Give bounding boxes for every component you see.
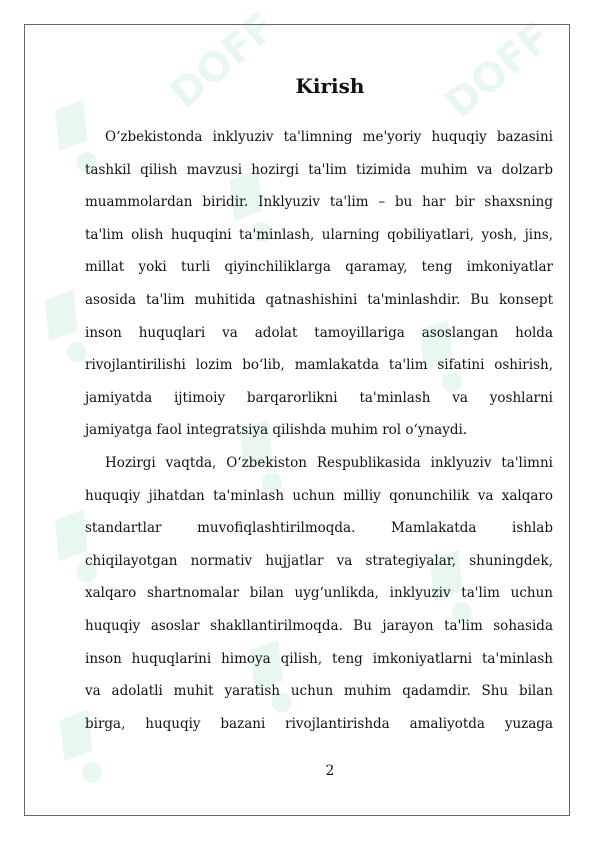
document-title: Kirish <box>295 74 365 98</box>
text-line: rivojlantirilishi lozim bo‘lib, mamlakatda ta'lim sifatini oshirish, <box>85 357 553 374</box>
text-line: birga, huquqiy bazani rivojlantirishda amaliyotda yuzaga <box>85 715 553 732</box>
text-line: millat yoki turli qiyinchiliklarga qaramay, teng imkoniyatlar <box>85 259 553 276</box>
document-body <box>85 121 553 740</box>
text-line: muammolardan biridir. Inklyuziv ta'lim – bu har bir shaxsning <box>85 194 553 211</box>
page-number: 2 <box>325 763 335 779</box>
text-line: chiqilayotgan normativ hujjatlar va strategiyalar, shuningdek, <box>85 552 553 569</box>
text-line: ta'lim olish huquqini ta'minlash, ularning qobiliyatlari, yosh, jins, <box>85 226 553 243</box>
text-line: tashkil qilish mavzusi hozirgi ta'lim tizimida muhim va dolzarb <box>85 161 553 178</box>
text-line: inson huquqlarini himoya qilish, teng imkoniyatlarni ta'minlash <box>85 650 553 667</box>
paragraph-1 <box>85 121 553 447</box>
text-line: O‘zbekistonda inklyuziv ta'limning me'yoriy huquqiy bazasini <box>105 129 553 145</box>
text-line: jamiyatda ijtimoiy barqarorlikni ta'minlash va yoshlarni <box>85 389 553 406</box>
text-line: huquqiy jihatdan ta'minlash uchun milliy qonunchilik va xalqaro <box>85 487 553 504</box>
text-line: Hozirgi vaqtda, O‘zbekiston Respublikasida inklyuziv ta'limni <box>105 454 553 471</box>
text-line: standartlar muvofiqlashtirilmoqda. Mamlakatda ishlab <box>85 520 553 537</box>
text-line: asosida ta'lim muhitida qatnashishini ta'minlashdir. Bu konsept <box>85 291 553 308</box>
paragraph-2 <box>85 447 553 740</box>
svg-text:DOFF: DOFF <box>161 4 285 118</box>
text-line: huquqiy asoslar shakllantirilmoqda. Bu jarayon ta'lim sohasida <box>85 617 553 634</box>
text-line: va adolatli muhit yaratish uchun muhim qadamdir. Shu bilan <box>85 683 553 700</box>
svg-text:DOFF: DOFF <box>436 14 560 128</box>
text-line: inson huquqlari va adolat tamoyillariga asoslangan holda <box>85 324 553 341</box>
text-line: xalqaro shartnomalar bilan uyg‘unlikda, inklyuziv ta'lim uchun <box>85 585 553 602</box>
text-line: jamiyatga faol integratsiya qilishda muhim rol o‘ynaydi. <box>85 422 468 439</box>
